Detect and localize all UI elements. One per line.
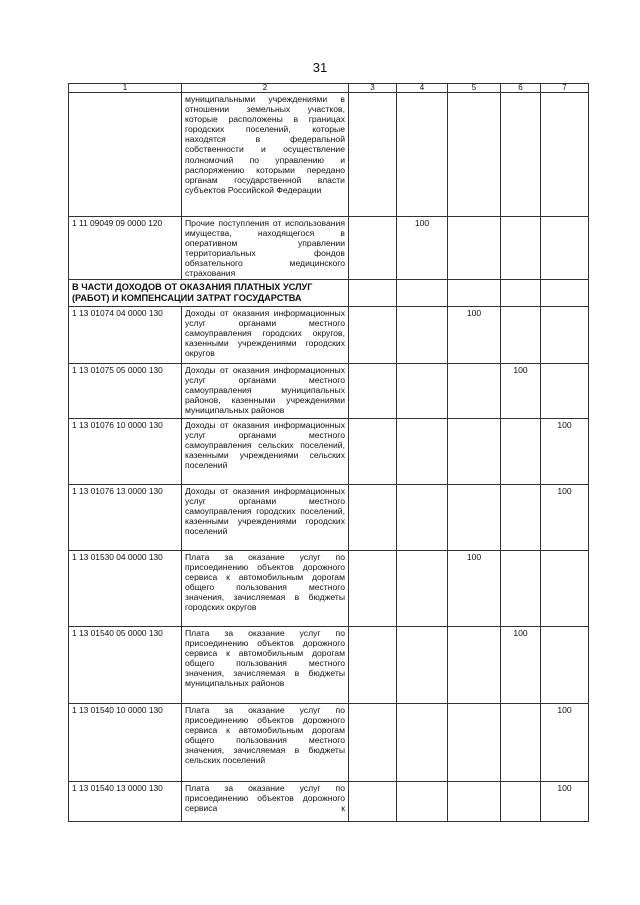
section-title: В ЧАСТИ ДОХОДОВ ОТ ОКАЗАНИЯ ПЛАТНЫХ УСЛУГ (РАБОТ) И КОМПЕНСАЦИИ ЗАТРАТ ГОСУДАРСТВА bbox=[69, 279, 349, 306]
revenue-code: 1 13 01540 05 0000 130 bbox=[69, 626, 182, 703]
percent-value bbox=[501, 217, 541, 280]
percent-value bbox=[349, 781, 397, 821]
percent-value: 100 bbox=[541, 703, 589, 781]
section-header-row bbox=[69, 279, 589, 306]
percent-value bbox=[397, 781, 448, 821]
table-row bbox=[69, 626, 589, 703]
percent-value bbox=[397, 306, 448, 363]
percent-value bbox=[448, 418, 501, 484]
percent-value bbox=[397, 418, 448, 484]
percent-value bbox=[501, 703, 541, 781]
percent-value bbox=[448, 484, 501, 550]
revenue-code: 1 13 01075 05 0000 130 bbox=[69, 363, 182, 418]
percent-value bbox=[501, 550, 541, 626]
percent-value: 100 bbox=[541, 418, 589, 484]
table-row bbox=[69, 418, 589, 484]
revenue-description: Прочие поступления от использования имущества, находящегося в оперативном управлении территориальных фондов обязательного медицинского страхования bbox=[182, 217, 349, 280]
percent-value bbox=[541, 626, 589, 703]
revenue-code: 1 13 01530 04 0000 130 bbox=[69, 550, 182, 626]
percent-value: 100 bbox=[448, 306, 501, 363]
revenue-description: Плата за оказание услуг по присоединению объектов дорожного сервиса к автомобильным дорогам общего пользования местного значения, зачисляемая в бюджеты муниципальных районов bbox=[182, 626, 349, 703]
column-number: 4 bbox=[397, 84, 448, 93]
revenue-code: 1 13 01076 10 0000 130 bbox=[69, 418, 182, 484]
percent-value bbox=[541, 217, 589, 280]
percent-value bbox=[349, 626, 397, 703]
revenue-description: Плата за оказание услуг по присоединению объектов дорожного сервиса к автомобильным дорогам общего пользования местного значения, зачисляемая в бюджеты городских округов bbox=[182, 550, 349, 626]
column-number: 6 bbox=[501, 84, 541, 93]
percent-value bbox=[349, 363, 397, 418]
revenue-code: 1 13 01540 10 0000 130 bbox=[69, 703, 182, 781]
page-number: 31 bbox=[312, 60, 328, 75]
revenue-description: Плата за оказание услуг по присоединению объектов дорожного сервиса к bbox=[182, 781, 349, 821]
percent-value bbox=[501, 484, 541, 550]
column-number: 7 bbox=[541, 84, 589, 93]
percent-value bbox=[397, 363, 448, 418]
percent-value bbox=[349, 418, 397, 484]
percent-value: 100 bbox=[541, 484, 589, 550]
revenue-description: Доходы от оказания информационных услуг органами местного самоуправления муниципальных районов, казенными учреждениями муниципальных районов bbox=[182, 363, 349, 418]
revenue-code: 1 13 01074 04 0000 130 bbox=[69, 306, 182, 363]
revenue-description: Плата за оказание услуг по присоединению объектов дорожного сервиса к автомобильным дорогам общего пользования местного значения, зачисляемая в бюджеты сельских поселений bbox=[182, 703, 349, 781]
revenue-description: Доходы от оказания информационных услуг органами местного самоуправления сельских поселений, казенными учреждениями сельских поселений bbox=[182, 418, 349, 484]
percent-value: 100 bbox=[397, 217, 448, 280]
column-number-row bbox=[69, 84, 589, 93]
percent-value bbox=[349, 306, 397, 363]
column-number: 1 bbox=[69, 84, 182, 93]
table-row bbox=[69, 363, 589, 418]
percent-value bbox=[397, 484, 448, 550]
table-row-continuation bbox=[69, 93, 589, 217]
percent-value bbox=[448, 363, 501, 418]
percent-value bbox=[448, 626, 501, 703]
percent-value bbox=[448, 781, 501, 821]
column-number: 2 bbox=[182, 84, 349, 93]
revenue-description: Доходы от оказания информационных услуг органами местного самоуправления городских округов, казенными учреждениями городских округов bbox=[182, 306, 349, 363]
table-row bbox=[69, 484, 589, 550]
column-number: 3 bbox=[349, 84, 397, 93]
percent-value bbox=[501, 781, 541, 821]
column-number: 5 bbox=[448, 84, 501, 93]
revenue-code: 1 11 09049 09 0000 120 bbox=[69, 217, 182, 280]
percent-value: 100 bbox=[501, 363, 541, 418]
revenue-code: 1 13 01540 13 0000 130 bbox=[69, 781, 182, 821]
percent-value: 100 bbox=[541, 781, 589, 821]
revenue-code bbox=[69, 93, 182, 217]
percent-value bbox=[397, 626, 448, 703]
percent-value bbox=[501, 306, 541, 363]
table-row bbox=[69, 306, 589, 363]
table-row bbox=[69, 217, 589, 280]
percent-value bbox=[349, 484, 397, 550]
percent-value bbox=[349, 550, 397, 626]
percent-value: 100 bbox=[501, 626, 541, 703]
percent-value bbox=[541, 306, 589, 363]
percent-value bbox=[541, 550, 589, 626]
percent-value: 100 bbox=[448, 550, 501, 626]
percent-value bbox=[448, 703, 501, 781]
revenue-table bbox=[68, 83, 589, 822]
revenue-description: муниципальными учреждениями в отношении земельных участков, которые расположены в границах городских поселений, которые находятся в федеральной собственности и осуществление полномочий по управлению и распоряжению которыми передано органам государственной власти субъектов Российской Федерации bbox=[182, 93, 349, 217]
percent-value bbox=[349, 217, 397, 280]
percent-value bbox=[448, 217, 501, 280]
revenue-description: Доходы от оказания информационных услуг органами местного самоуправления городских поселений, казенными учреждениями городских поселений bbox=[182, 484, 349, 550]
percent-value bbox=[501, 418, 541, 484]
table-row bbox=[69, 703, 589, 781]
revenue-code: 1 13 01076 13 0000 130 bbox=[69, 484, 182, 550]
table-row bbox=[69, 550, 589, 626]
percent-value bbox=[397, 550, 448, 626]
percent-value bbox=[541, 363, 589, 418]
percent-value bbox=[397, 703, 448, 781]
table-row bbox=[69, 781, 589, 821]
percent-value bbox=[349, 703, 397, 781]
